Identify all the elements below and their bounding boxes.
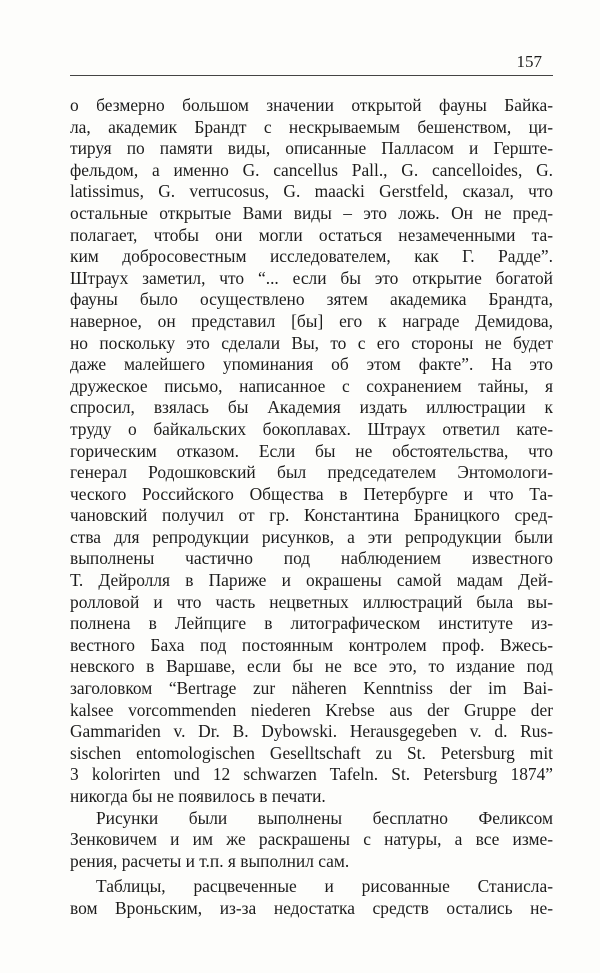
text-line: ким добросовестным исследователем, как Г. Радде”. — [70, 246, 553, 267]
text-line: наверное, он представил [бы] его к награде Демидова, — [70, 310, 553, 331]
text-line: невского в Варшаве, если бы не все это, то издание под — [70, 656, 553, 677]
text-line: но поскольку это сделали Вы, то с его стороны не будет — [70, 332, 553, 353]
text-line: latissimus, G. verrucosus, G. maacki Gerstfeld, сказал, что — [70, 181, 553, 202]
text-line: заголовком “Bertrage zur näheren Kenntniss der im Bai- — [70, 678, 553, 699]
text-line: выполнены частично под наблюдением известного — [70, 548, 553, 569]
text-line: ролловой и что часть нецветных иллюстраций была вы- — [70, 591, 553, 612]
text-line: остальные открытые Вами виды – это ложь. Он не пред- — [70, 202, 553, 223]
text-line: ческого Российского Общества в Петербурге и что Та- — [70, 483, 553, 504]
text-line: чановский получил от гр. Константина Браницкого сред- — [70, 505, 553, 526]
page-number: 157 — [516, 52, 542, 71]
text-line: Т. Дейролля в Париже и окрашены самой мадам Дей- — [70, 570, 553, 591]
text-line: kalsee vorcommenden niederen Krebse aus der Gruppe der — [70, 699, 553, 720]
text-line: 3 kolorirten und 12 schwarzen Tafeln. St. Petersburg 1874” — [70, 764, 553, 785]
text-line: труду о байкальских бокоплавах. Штраух ответил кате- — [70, 418, 553, 439]
paragraph-3 — [70, 876, 553, 919]
text-line: фауны было осуществлено зятем академика Брандта, — [70, 289, 553, 310]
text-line: горическим отказом. Если бы не обстоятельства, что — [70, 440, 553, 461]
text-line: Таблицы, расцвеченные и рисованные Станисла- — [96, 876, 553, 897]
text-line: ла, академик Брандт с нескрываемым бешенством, ци- — [70, 116, 553, 137]
header-rule — [70, 75, 553, 76]
paragraph-1 — [70, 95, 553, 808]
text-line: даже малейшего упоминания об этом факте”. На это — [70, 354, 553, 375]
text-line: тируя по памяти виды, описанные Палласом и Герште- — [70, 138, 553, 159]
text-line: рения, расчеты и т.п. я выполнил сам. — [70, 850, 350, 871]
text-line: Gammariden v. Dr. B. Dybowski. Herausgegeben v. d. Rus- — [70, 721, 553, 742]
text-line: дружеское письмо, написанное с сохранением тайны, я — [70, 375, 553, 396]
text-line: фельдом, а именно G. cancellus Pall., G. cancelloides, G. — [70, 159, 553, 180]
text-line: полагает, чтобы они могли остаться незамеченными та- — [70, 224, 553, 245]
text-line: генерал Родошковский был председателем Энтомологи- — [70, 462, 553, 483]
text-line: вестного Баха под постоянным контролем проф. Вжесь- — [70, 634, 553, 655]
body-text — [70, 95, 553, 920]
text-line: ства для репродукции рисунков, а эти репродукции были — [70, 526, 553, 547]
text-line: вом Вроньским, из-за недостатка средств остались не- — [70, 897, 553, 918]
text-line: о безмерно большом значении открытой фауны Байка- — [70, 95, 553, 115]
text-line: sischen entomologischen Geselltschaft zu St. Petersburg mit — [70, 742, 553, 763]
text-line: Зенковичем и им же раскрашены с натуры, а все изме- — [70, 829, 553, 850]
paragraph-2 — [70, 808, 553, 873]
text-line: Рисунки были выполнены бесплатно Феликсом — [96, 807, 553, 828]
text-line: никогда бы не появилось в печати. — [70, 786, 326, 806]
text-line: спросил, взялась бы Академия издать иллюстрации к — [70, 397, 553, 418]
text-line: Штраух заметил, что “... если бы это открытие богатой — [70, 267, 553, 288]
text-line: полнена в Лейпциге в литографическом институте из- — [70, 613, 553, 634]
